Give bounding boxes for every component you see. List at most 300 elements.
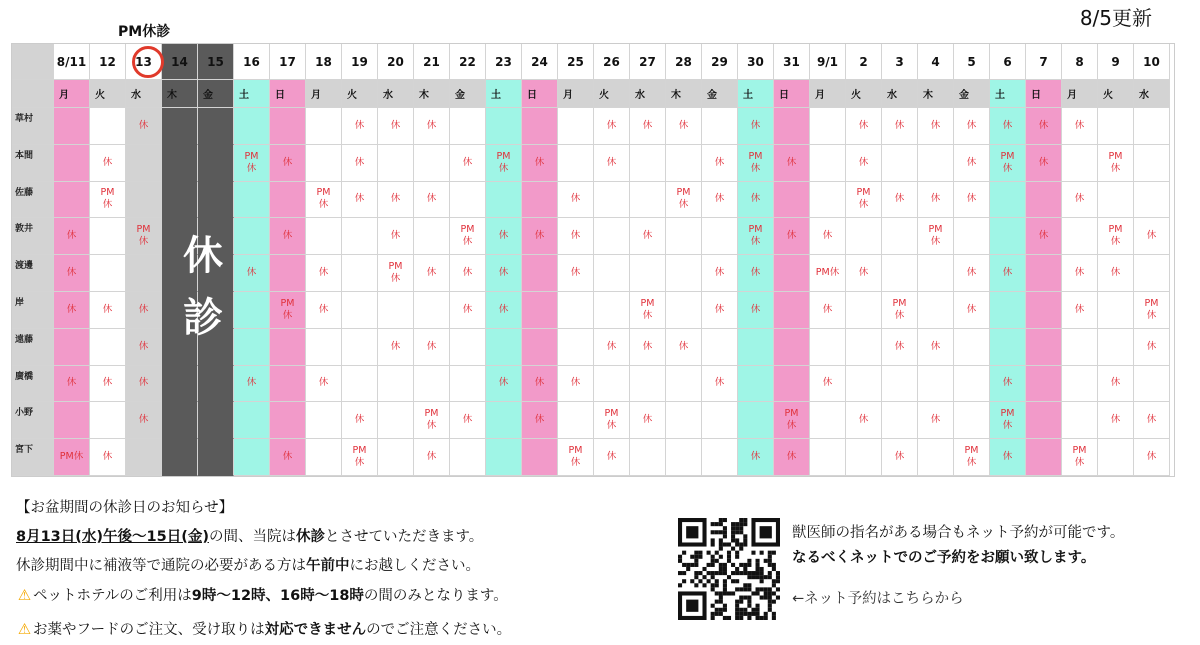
closed-label: 休 診 (183, 233, 223, 341)
schedule-cell: 休 (702, 292, 738, 329)
schedule-cell (666, 402, 702, 439)
schedule-cell: 休 (774, 218, 810, 255)
schedule-cell (630, 145, 666, 182)
schedule-cell (198, 108, 234, 145)
weekday-header: 金 (702, 80, 738, 108)
schedule-cell: PM 休 (450, 218, 486, 255)
schedule-cell: 休 (1026, 218, 1062, 255)
schedule-cell (198, 366, 234, 403)
qr-line-1: 獣医師の指名がある場合もネット予約が可能です。 (792, 525, 1125, 541)
schedule-cell: 休 (1098, 255, 1134, 292)
schedule-cell: 休 (666, 108, 702, 145)
schedule-cell (54, 402, 90, 439)
schedule-cell (702, 108, 738, 145)
schedule-cell: 休 (342, 182, 378, 219)
schedule-cell (198, 182, 234, 219)
schedule-cell (1098, 292, 1134, 329)
weekday-header: 木 (414, 80, 450, 108)
doctor-name: 宮下 (12, 439, 54, 476)
schedule-cell (342, 366, 378, 403)
schedule-cell (594, 218, 630, 255)
schedule-cell: 休 (990, 439, 1026, 476)
schedule-cell (594, 182, 630, 219)
schedule-cell (738, 329, 774, 366)
schedule-cell (630, 366, 666, 403)
schedule-cell: 休 (702, 366, 738, 403)
schedule-cell (918, 366, 954, 403)
schedule-cell: 休 (342, 145, 378, 182)
schedule-cell: 休 (810, 366, 846, 403)
schedule-cell (774, 366, 810, 403)
schedule-cell: 休 (882, 329, 918, 366)
date-header: 27 (630, 44, 666, 80)
schedule-cell (1026, 292, 1062, 329)
schedule-cell (450, 366, 486, 403)
schedule-cell (1134, 366, 1170, 403)
weekday-header: 金 (198, 80, 234, 108)
schedule-cell: 休 (414, 439, 450, 476)
notice-line-2 (16, 552, 511, 581)
date-header: 8/11 (54, 44, 90, 80)
notice-text: ペットホテルのご利用は (33, 588, 192, 604)
header-corner (12, 44, 54, 80)
schedule-cell: 休 (630, 218, 666, 255)
schedule-cell: 休 (90, 366, 126, 403)
schedule-cell (666, 439, 702, 476)
schedule-cell: 休 (918, 329, 954, 366)
schedule-cell: 休 (954, 108, 990, 145)
schedule-cell (882, 366, 918, 403)
schedule-cell (486, 182, 522, 219)
schedule-cell: 休 (702, 182, 738, 219)
schedule-cell (1062, 218, 1098, 255)
schedule-cell (450, 182, 486, 219)
schedule-cell: 休 (90, 439, 126, 476)
date-header: 28 (666, 44, 702, 80)
schedule-cell: 休 (630, 329, 666, 366)
schedule-cell: 休 (954, 292, 990, 329)
doctor-name: 遠藤 (12, 329, 54, 366)
schedule-cell: 休 (1134, 329, 1170, 366)
warning-icon: ⚠ (17, 586, 32, 604)
notice-line-4 (16, 615, 511, 644)
weekday-header: 土 (234, 80, 270, 108)
schedule-cell (90, 329, 126, 366)
schedule-cell (234, 218, 270, 255)
schedule-cell (594, 366, 630, 403)
schedule-cell: 休 (846, 145, 882, 182)
schedule-cell (234, 329, 270, 366)
schedule-cell: 休 (522, 366, 558, 403)
weekday-header: 日 (1026, 80, 1062, 108)
schedule-cell (270, 366, 306, 403)
schedule-cell (666, 366, 702, 403)
schedule-cell: 休 (90, 292, 126, 329)
schedule-cell (162, 402, 198, 439)
schedule-cell (1026, 329, 1062, 366)
date-13-circle (132, 46, 164, 78)
schedule-cell (270, 108, 306, 145)
weekday-header: 水 (126, 80, 162, 108)
schedule-cell: PM 休 (414, 402, 450, 439)
schedule-cell: 休 (1062, 182, 1098, 219)
schedule-cell (1134, 182, 1170, 219)
schedule-cell: PM 休 (846, 182, 882, 219)
date-header: 9/1 (810, 44, 846, 80)
schedule-cell (666, 218, 702, 255)
schedule-cell: PM 休 (882, 292, 918, 329)
warning-icon: ⚠ (17, 620, 32, 638)
schedule-cell (378, 439, 414, 476)
date-header: 23 (486, 44, 522, 80)
schedule-cell: PM 休 (342, 439, 378, 476)
weekday-header: 木 (162, 80, 198, 108)
schedule-cell: 休 (738, 255, 774, 292)
schedule-cell (270, 329, 306, 366)
schedule-cell (1062, 329, 1098, 366)
schedule-cell (774, 329, 810, 366)
schedule-cell: 休 (378, 218, 414, 255)
schedule-cell: 休 (1134, 402, 1170, 439)
schedule-cell (558, 329, 594, 366)
schedule-cell (522, 108, 558, 145)
schedule-cell (522, 439, 558, 476)
schedule-cell: PM 休 (990, 145, 1026, 182)
schedule-cell: 休 (558, 218, 594, 255)
schedule-cell (306, 145, 342, 182)
schedule-cell (918, 292, 954, 329)
schedule-cell (1134, 108, 1170, 145)
schedule-cell: 休 (846, 108, 882, 145)
weekday-header: 月 (1062, 80, 1098, 108)
schedule-cell: 休 (630, 108, 666, 145)
weekday-header: 火 (90, 80, 126, 108)
schedule-cell (1026, 402, 1062, 439)
schedule-cell (954, 402, 990, 439)
weekday-header: 水 (882, 80, 918, 108)
schedule-cell (126, 255, 162, 292)
schedule-cell (126, 182, 162, 219)
schedule-cell (1026, 255, 1062, 292)
schedule-cell: PM 休 (486, 145, 522, 182)
schedule-cell: PM 休 (90, 182, 126, 219)
schedule-cell (1098, 329, 1134, 366)
schedule-cell (162, 145, 198, 182)
schedule-cell (234, 108, 270, 145)
schedule-cell (162, 108, 198, 145)
schedule-cell: 休 (54, 218, 90, 255)
schedule-cell (522, 255, 558, 292)
schedule-cell: PM 休 (774, 402, 810, 439)
schedule-cell: PM休 (810, 255, 846, 292)
schedule-cell: 休 (54, 292, 90, 329)
pm-closed-note: PM休診 (118, 24, 171, 40)
schedule-cell: 休 (738, 292, 774, 329)
schedule-cell (810, 439, 846, 476)
schedule-cell (774, 108, 810, 145)
weekday-header: 土 (990, 80, 1026, 108)
schedule-cell (486, 108, 522, 145)
weekday-header: 月 (54, 80, 90, 108)
schedule-cell: PM 休 (954, 439, 990, 476)
schedule-cell (90, 255, 126, 292)
schedule-cell (414, 292, 450, 329)
schedule-cell: PM 休 (558, 439, 594, 476)
schedule-cell (990, 218, 1026, 255)
notice-text: とさせていただきます。 (324, 529, 484, 545)
weekday-header: 木 (666, 80, 702, 108)
weekday-header: 土 (486, 80, 522, 108)
schedule-cell: 休 (306, 366, 342, 403)
doctor-name: 廣橋 (12, 366, 54, 403)
weekday-header: 水 (378, 80, 414, 108)
date-header: 15 (198, 44, 234, 80)
schedule-cell: 休 (1098, 366, 1134, 403)
schedule-cell (954, 366, 990, 403)
schedule-cell: 休 (234, 255, 270, 292)
schedule-cell (558, 108, 594, 145)
schedule-cell (774, 292, 810, 329)
schedule-cell (450, 439, 486, 476)
schedule-cell: 休 (702, 255, 738, 292)
notice-bold: 対応できません (264, 622, 367, 638)
schedule-cell: PM 休 (1098, 218, 1134, 255)
date-header: 19 (342, 44, 378, 80)
schedule-cell (54, 145, 90, 182)
schedule-cell (1062, 402, 1098, 439)
schedule-cell: 休 (486, 366, 522, 403)
date-header: 24 (522, 44, 558, 80)
schedule-cell: 休 (414, 329, 450, 366)
schedule-cell (738, 366, 774, 403)
schedule-cell: 休 (486, 218, 522, 255)
qr-line-2: なるべくネットでのご予約をお願い致します。 (792, 550, 1096, 566)
schedule-cell (1134, 145, 1170, 182)
schedule-cell: 休 (954, 255, 990, 292)
doctor-name: 敦井 (12, 218, 54, 255)
schedule-cell: 休 (738, 108, 774, 145)
schedule-cell (1098, 439, 1134, 476)
schedule-cell: 休 (954, 182, 990, 219)
date-header: 12 (90, 44, 126, 80)
notice-title: 【お盆期間の休診日のお知らせ】 (16, 500, 234, 516)
weekday-header: 金 (954, 80, 990, 108)
schedule-cell (90, 108, 126, 145)
schedule-cell: 休 (990, 108, 1026, 145)
schedule-cell (702, 439, 738, 476)
schedule-cell (342, 292, 378, 329)
qr-description (792, 521, 1124, 571)
doctor-name: 岸 (12, 292, 54, 329)
schedule-cell (54, 329, 90, 366)
schedule-cell: 休 (882, 439, 918, 476)
notice-text: お薬やフードのご注文、受け取りは (33, 622, 265, 638)
notice-line-1 (16, 523, 511, 552)
schedule-cell: 休 (1062, 108, 1098, 145)
schedule-cell (810, 182, 846, 219)
schedule-cell: 休 (882, 108, 918, 145)
schedule-cell: 休 (126, 108, 162, 145)
schedule-cell (666, 292, 702, 329)
schedule-cell (954, 218, 990, 255)
weekday-header: 水 (630, 80, 666, 108)
schedule-cell: 休 (594, 145, 630, 182)
schedule-cell: PM 休 (738, 145, 774, 182)
schedule-cell: 休 (594, 329, 630, 366)
date-header: 10 (1134, 44, 1170, 80)
schedule-cell: 休 (342, 402, 378, 439)
schedule-cell (522, 182, 558, 219)
schedule-cell (126, 145, 162, 182)
schedule-cell (1062, 366, 1098, 403)
schedule-cell (54, 182, 90, 219)
schedule-cell (774, 255, 810, 292)
notice-bold: 休診 (295, 529, 325, 545)
schedule-cell (522, 292, 558, 329)
date-header: 21 (414, 44, 450, 80)
schedule-cell: 休 (882, 182, 918, 219)
date-header: 6 (990, 44, 1026, 80)
schedule-cell (486, 402, 522, 439)
schedule-cell: 休 (270, 218, 306, 255)
schedule-cell (198, 439, 234, 476)
schedule-cell: 休 (954, 145, 990, 182)
schedule-cell: 休 (450, 145, 486, 182)
date-header: 26 (594, 44, 630, 80)
schedule-cell (414, 145, 450, 182)
schedule-cell (810, 402, 846, 439)
schedule-cell (810, 145, 846, 182)
date-header: 18 (306, 44, 342, 80)
date-header: 14 (162, 44, 198, 80)
schedule-cell: PM 休 (990, 402, 1026, 439)
schedule-cell (630, 182, 666, 219)
weekday-header: 月 (558, 80, 594, 108)
date-header: 16 (234, 44, 270, 80)
schedule-cell: 休 (1026, 145, 1062, 182)
qr-code-icon[interactable] (678, 518, 780, 620)
schedule-cell (594, 255, 630, 292)
schedule-cell: 休 (414, 182, 450, 219)
schedule-cell (774, 182, 810, 219)
doctor-name: 佐藤 (12, 182, 54, 219)
schedule-cell (306, 402, 342, 439)
schedule-cell: 休 (306, 292, 342, 329)
schedule-cell (306, 218, 342, 255)
schedule-cell (918, 145, 954, 182)
schedule-cell (882, 145, 918, 182)
reservation-link[interactable]: ←ネット予約はこちらから (792, 591, 964, 607)
schedule-cell (306, 439, 342, 476)
notice-section (16, 494, 511, 644)
weekday-header: 火 (846, 80, 882, 108)
schedule-cell (1026, 439, 1062, 476)
schedule-cell: 休 (486, 255, 522, 292)
schedule-cell: 休 (414, 108, 450, 145)
notice-bold: 午前中 (306, 558, 350, 574)
schedule-cell (270, 402, 306, 439)
schedule-cell: 休 (522, 145, 558, 182)
schedule-cell: 休 (846, 402, 882, 439)
schedule-cell (450, 108, 486, 145)
schedule-cell (882, 218, 918, 255)
schedule-cell (990, 329, 1026, 366)
schedule-cell: 休 (594, 439, 630, 476)
schedule-cell (630, 439, 666, 476)
schedule-cell (378, 145, 414, 182)
schedule-cell (522, 329, 558, 366)
schedule-cell: 休 (918, 402, 954, 439)
schedule-cell: PM 休 (594, 402, 630, 439)
schedule-cell (162, 366, 198, 403)
schedule-cell: 休 (1134, 439, 1170, 476)
schedule-cell: PM 休 (1098, 145, 1134, 182)
schedule-cell: PM 休 (234, 145, 270, 182)
schedule-cell (558, 292, 594, 329)
notice-dates: 8月13日(水)午後〜15日(金) (16, 529, 209, 545)
weekday-header: 土 (738, 80, 774, 108)
schedule-cell (702, 329, 738, 366)
notice-text: のでご注意ください。 (366, 622, 512, 638)
date-header: 8 (1062, 44, 1098, 80)
schedule-cell: 休 (1062, 292, 1098, 329)
schedule-cell (486, 439, 522, 476)
notice-text: の間のみとなります。 (363, 588, 508, 604)
date-header: 29 (702, 44, 738, 80)
schedule-cell (810, 108, 846, 145)
schedule-cell (414, 366, 450, 403)
date-header: 31 (774, 44, 810, 80)
schedule-cell: 休 (450, 292, 486, 329)
notice-text: の間、当院は (208, 529, 296, 545)
schedule-cell (414, 218, 450, 255)
schedule-cell: 休 (126, 366, 162, 403)
schedule-cell (918, 255, 954, 292)
schedule-cell (342, 255, 378, 292)
schedule-cell (846, 292, 882, 329)
schedule-cell: 休 (558, 255, 594, 292)
schedule-cell (162, 439, 198, 476)
schedule-cell: PM 休 (1062, 439, 1098, 476)
schedule-cell (666, 145, 702, 182)
schedule-cell: 休 (378, 108, 414, 145)
schedule-cell: 休 (306, 255, 342, 292)
schedule-cell: 休 (702, 145, 738, 182)
schedule-cell: 休 (1134, 218, 1170, 255)
weekday-header: 火 (1098, 80, 1134, 108)
date-header: 9 (1098, 44, 1134, 80)
weekday-header: 火 (342, 80, 378, 108)
schedule-cell (1134, 255, 1170, 292)
schedule-cell: 休 (414, 255, 450, 292)
schedule-cell: 休 (774, 439, 810, 476)
weekday-header: 月 (306, 80, 342, 108)
schedule-cell (234, 182, 270, 219)
schedule-cell: 休 (522, 402, 558, 439)
schedule-cell: PM 休 (666, 182, 702, 219)
schedule-cell: 休 (918, 108, 954, 145)
schedule-cell (198, 145, 234, 182)
schedule-cell (810, 329, 846, 366)
schedule-cell (954, 329, 990, 366)
schedule-cell: 休 (990, 255, 1026, 292)
date-header: 22 (450, 44, 486, 80)
schedule-cell: 休 (450, 255, 486, 292)
notice-text: 休診期間中に補液等で通院の必要がある方は (16, 558, 306, 574)
schedule-cell (666, 255, 702, 292)
schedule-cell: 休 (342, 108, 378, 145)
schedule-cell (270, 182, 306, 219)
